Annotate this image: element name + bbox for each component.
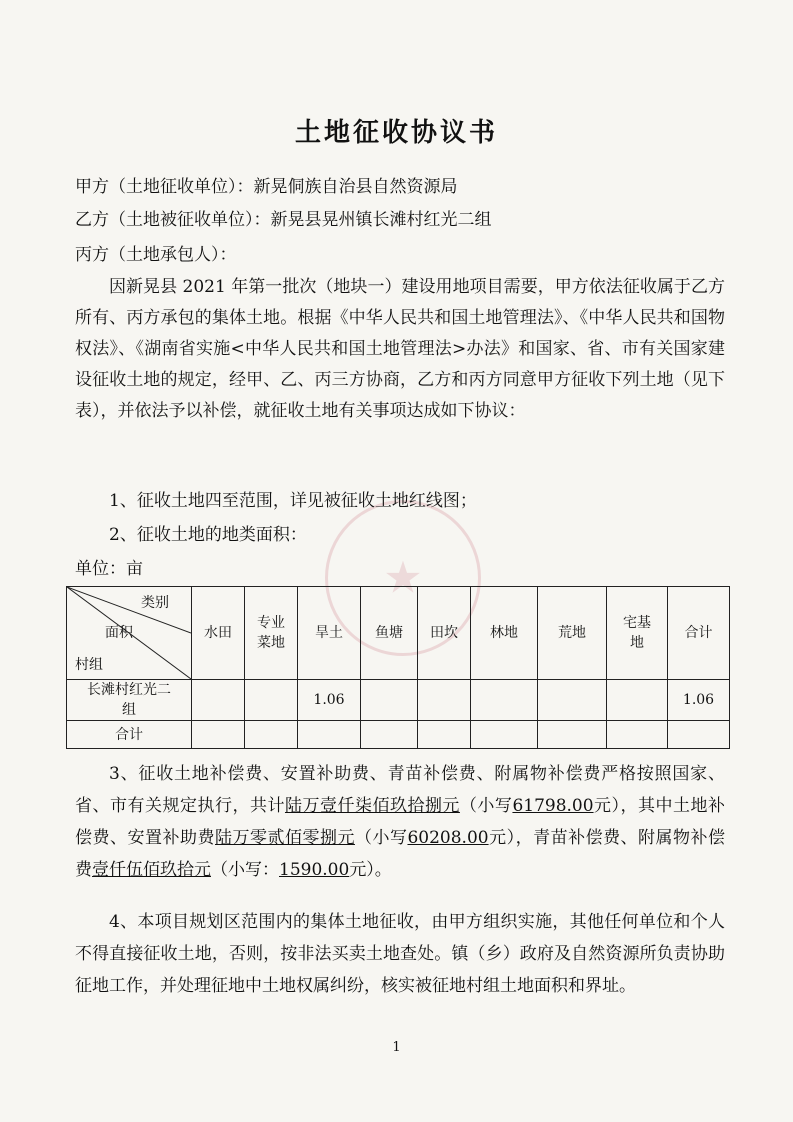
- land-area-table: [66, 586, 730, 749]
- item-3-text: 元）。: [349, 860, 392, 880]
- table-row-total: [67, 721, 730, 749]
- row-name: 合计: [67, 721, 192, 749]
- table-cell: [538, 721, 607, 749]
- item-3-text: 元），其中土地补偿费、安置补助费: [75, 796, 726, 848]
- page-number: 1: [392, 1040, 401, 1055]
- total-amount-cn: 陆万壹仟柒佰玖拾捌元: [284, 796, 460, 816]
- header-village-group: 村组: [75, 657, 103, 673]
- row-name: 长滩村红光二 组: [67, 680, 192, 721]
- item-3-text: （小写: [459, 796, 513, 816]
- table-cell: [245, 721, 298, 749]
- land-amount-num: 60208.00: [407, 828, 489, 848]
- total-amount-num: 61798.00: [512, 796, 594, 816]
- col-header: 荒地: [538, 587, 607, 680]
- crop-amount-num: 1590.00: [279, 860, 350, 880]
- table-cell: [607, 680, 668, 721]
- item-2: 2、征收土地的地类面积：: [109, 525, 307, 545]
- table-cell: [538, 680, 607, 721]
- table-cell: [298, 721, 361, 749]
- item-4-paragraph: 4、本项目规划区范围内的集体土地征收，由甲方组织实施，其他任何单位和个人不得直接征收土地，否则，按非法买卖土地查处。镇（乡）政府及自然资源所负责协助征地工作，并处理征地中土地权属纠纷，核实被征地村组土地面积和界址。: [75, 912, 725, 996]
- party-b: 乙方（土地被征收单位）：新晃县晃州镇长滩村红光二组: [75, 210, 492, 230]
- item-3-text: 3、征收土地补偿费、安置补助费、青苗补偿费、附属物补偿费严格按照国家、省、市有关规定执行，共计: [75, 764, 725, 816]
- col-header: 宅基 地: [607, 587, 668, 680]
- party-a: 甲方（土地征收单位）：新晃侗族自治县自然资源局: [75, 177, 458, 197]
- diagonal-header-cell: [67, 587, 192, 680]
- item-3-text: （小写：: [211, 860, 279, 880]
- crop-amount-cn: 壹仟伍佰玖拾元: [92, 860, 211, 880]
- table-cell: [668, 721, 730, 749]
- col-header: 合计: [668, 587, 730, 680]
- table-cell: [361, 721, 418, 749]
- intro-paragraph: 因新晃县 2021 年第一批次（地块一）建设用地项目需要，甲方依法征收属于乙方所有、丙方承包的集体土地。根据《中华人民共和国土地管理法》、《中华人民共和国物权法》、《湖南省实施<中华人民共和国土地管理法>办法》和国家、省、市有关国家建设征收土地的规定，经甲、乙、丙三方协商，乙方和丙方同意甲方征收下列土地（见下表），并依法予以补偿，就征收土地有关事项达成如下协议：: [75, 277, 725, 421]
- table-cell: [192, 680, 245, 721]
- col-header: 鱼塘: [361, 587, 418, 680]
- table-header-row: [67, 587, 730, 680]
- table-cell: [471, 680, 538, 721]
- table-row: [67, 680, 730, 721]
- table-cell: [361, 680, 418, 721]
- party-c: 丙方（土地承包人）：: [75, 245, 237, 265]
- table-cell: [192, 721, 245, 749]
- header-category: 类别: [141, 595, 169, 611]
- table-cell: 1.06: [668, 680, 730, 721]
- item-1: 1、征收土地四至范围，详见被征收土地红线图；: [109, 491, 477, 511]
- item-3-paragraph: [75, 758, 725, 886]
- table-cell: [418, 680, 471, 721]
- item-3-text: （小写: [354, 828, 408, 848]
- header-area: 面积: [105, 625, 133, 641]
- table-cell: [471, 721, 538, 749]
- col-header: 专业 菜地: [245, 587, 298, 680]
- col-header: 林地: [471, 587, 538, 680]
- seal-star-icon: ★: [383, 552, 423, 604]
- document-title: 土地征收协议书: [294, 118, 498, 148]
- item-3-text: 元），青苗补偿费、附属物补偿费: [75, 828, 726, 880]
- table-cell: [607, 721, 668, 749]
- table-cell: [245, 680, 298, 721]
- land-amount-cn: 陆万零贰佰零捌元: [214, 828, 355, 848]
- col-header: 水田: [192, 587, 245, 680]
- table-cell: [418, 721, 471, 749]
- col-header: 田坎: [418, 587, 471, 680]
- col-header: 旱土: [298, 587, 361, 680]
- table-cell: 1.06: [298, 680, 361, 721]
- unit-label: 单位：亩: [75, 559, 143, 579]
